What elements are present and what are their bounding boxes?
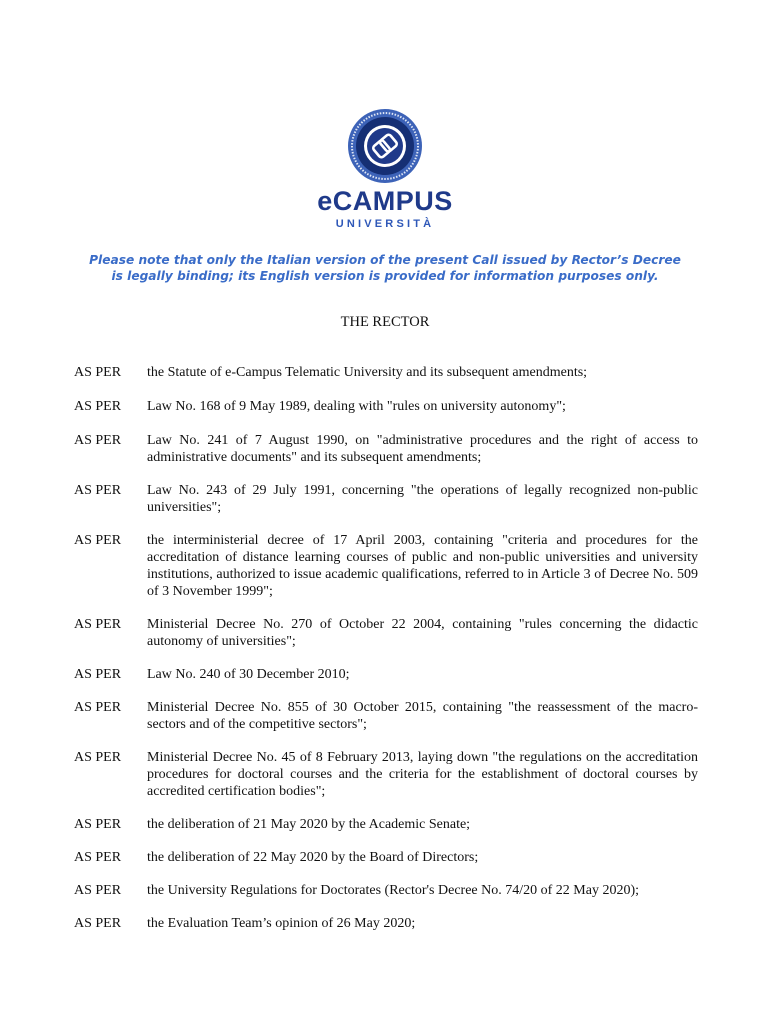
brand-name: eCAMPUS xyxy=(317,186,453,216)
legal-notice-line-1: Please note that only the Italian version of the present Call issued by Rector’s Decree xyxy=(89,253,681,267)
recital-label: AS PER xyxy=(74,667,122,682)
recital-item xyxy=(74,532,698,600)
recital-text: the deliberation of 21 May 2020 by the Academic Senate; xyxy=(147,817,471,832)
recital-text: Law No. 241 of 7 August 1990, on "administrative procedures and the right of access to administrative documents" and its subsequent amendments; xyxy=(147,433,698,465)
recital-label: AS PER xyxy=(74,817,122,832)
recital-text: the Statute of e-Campus Telematic University and its subsequent amendments; xyxy=(147,365,588,380)
recital-label: AS PER xyxy=(74,883,122,898)
recital-label: AS PER xyxy=(74,617,122,632)
recital-text: Law No. 168 of 9 May 1989, dealing with "rules on university autonomy"; xyxy=(147,399,566,414)
legal-notice xyxy=(40,252,730,284)
recital-item xyxy=(74,882,698,899)
recital-item xyxy=(74,749,698,800)
recital-label: AS PER xyxy=(74,399,122,414)
recital-text: the Evaluation Team’s opinion of 26 May 2020; xyxy=(147,916,416,931)
recital-item xyxy=(74,666,698,683)
recital-label: AS PER xyxy=(74,700,122,715)
recital-label: AS PER xyxy=(74,916,122,931)
recital-label: AS PER xyxy=(74,850,122,865)
recital-text: Law No. 243 of 29 July 1991, concerning "the operations of legally recognized non-public universities"; xyxy=(147,483,698,515)
recital-item xyxy=(74,616,698,650)
recital-text: Ministerial Decree No. 45 of 8 February 2013, laying down "the regulations on the accreditation procedures for doctoral courses and the criteria for the establishment of doctoral courses by accredited certification bodies"; xyxy=(147,750,698,799)
university-logo xyxy=(0,108,770,231)
ecampus-seal-icon xyxy=(347,108,423,184)
recital-item xyxy=(74,816,698,833)
recital-text: the deliberation of 22 May 2020 by the Board of Directors; xyxy=(147,850,479,865)
recital-label: AS PER xyxy=(74,433,122,448)
recital-label: AS PER xyxy=(74,483,122,498)
recital-text: the interministerial decree of 17 April 2003, containing "criteria and procedures for the accreditation of distance learning courses of public and non-public universities and university institutions, authorized to issue academic qualifications, referred to in Article 3 of Decree No. 509 of 3 November 1999"; xyxy=(147,533,698,599)
recital-text: Law No. 240 of 30 December 2010; xyxy=(147,667,350,682)
recital-item xyxy=(74,699,698,733)
recital-text: the University Regulations for Doctorates (Rector's Decree No. 74/20 of 22 May 2020); xyxy=(147,883,640,898)
recital-label: AS PER xyxy=(74,533,122,548)
recital-label: AS PER xyxy=(74,750,122,765)
brand-subtitle: UNIVERSITÀ xyxy=(335,218,435,230)
recital-item xyxy=(74,364,698,381)
recital-item xyxy=(74,849,698,866)
recital-text: Ministerial Decree No. 855 of 30 October 2015, containing "the reassessment of the macro-sectors and of the competitive sectors"; xyxy=(147,700,698,732)
recital-item xyxy=(74,482,698,516)
recital-label: AS PER xyxy=(74,365,122,380)
recital-item xyxy=(74,915,698,932)
recital-item xyxy=(74,398,698,415)
recital-text: Ministerial Decree No. 270 of October 22 2004, containing "rules concerning the didactic autonomy of universities"; xyxy=(147,617,698,649)
recital-item xyxy=(74,432,698,466)
recitals-list xyxy=(74,364,698,932)
legal-notice-line-2: is legally binding; its English version is provided for information purposes only. xyxy=(111,269,659,283)
document-title: THE RECTOR xyxy=(340,314,430,330)
